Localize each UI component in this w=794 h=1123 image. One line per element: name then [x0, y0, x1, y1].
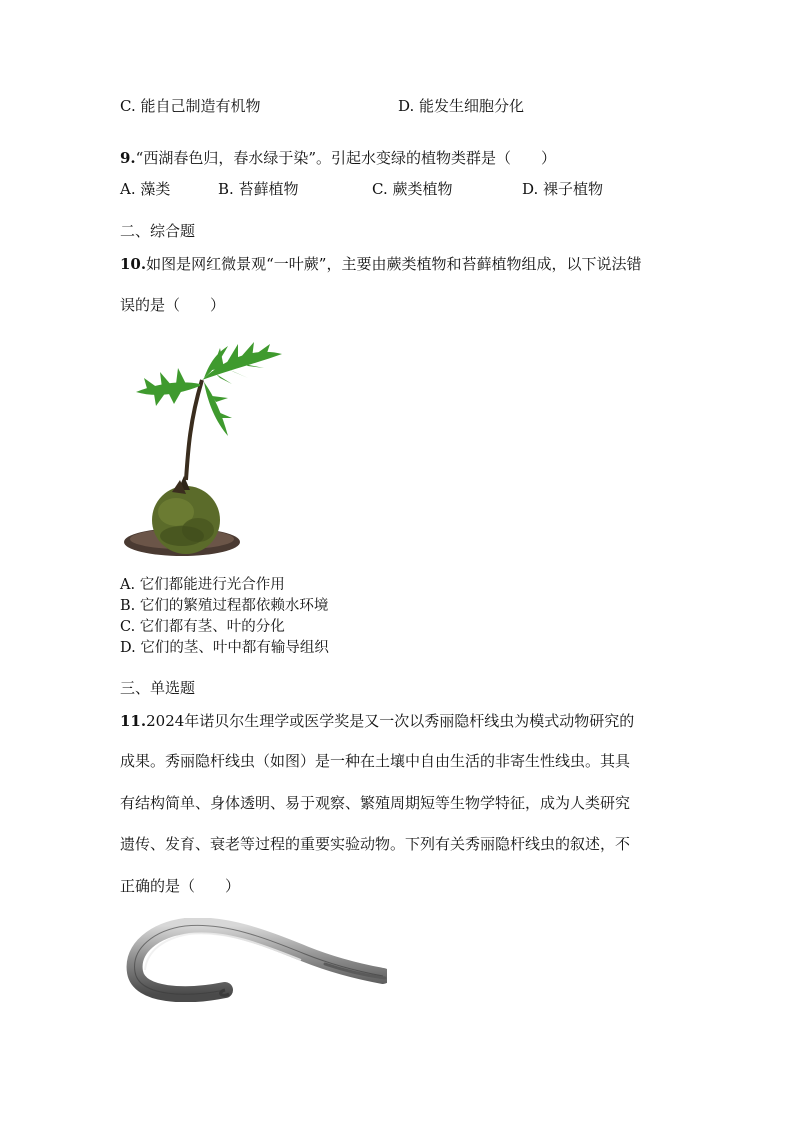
q9-number: 9.: [120, 149, 136, 167]
q10-number: 10.: [120, 255, 147, 273]
q9-option-b: B. 苔藓植物: [218, 180, 299, 198]
nematode-body: [135, 925, 383, 994]
fern-fronds: [136, 342, 282, 436]
q10-stem-line-2: 误的是（ ）: [120, 296, 226, 314]
q9-option-d: D. 裸子植物: [522, 180, 604, 198]
q10-option-c: C. 它们都有茎、叶的分化: [120, 619, 285, 635]
q11-stem-1: 2024年诺贝尔生理学或医学奖是又一次以秀丽隐杆线虫为模式动物研究的: [146, 712, 635, 730]
q10-stem-1: 如图是网红微景观“一叶蕨”，主要由蕨类植物和苔藓植物组成，以下说法错: [146, 255, 642, 273]
q11-stem-line-2: 成果。秀丽隐杆线虫（如图）是一种在土壤中自由生活的非寄生性线虫。其具: [120, 752, 631, 770]
q11-stem-line-1: [120, 711, 634, 731]
q10-stem-line-1: [120, 254, 641, 274]
nematode-image: [125, 918, 387, 1002]
q10-option-d: D. 它们的茎、叶中都有输导组织: [120, 640, 329, 656]
q9-stem: “西湖春色归，春水绿于染”。引起水变绿的植物类群是（ ）: [135, 149, 557, 167]
q11-stem-line-5: 正确的是（ ）: [120, 877, 241, 895]
q10-option-b: B. 它们的繁殖过程都依赖水环境: [120, 598, 329, 614]
q11-stem-line-3: 有结构简单、身体透明、易于观察、繁殖周期短等生物学特征，成为人类研究: [120, 794, 631, 812]
q11-stem-line-4: 遗传、发育、衰老等过程的重要实验动物。下列有关秀丽隐杆线虫的叙述，不: [120, 835, 631, 853]
q9-stem-line: [120, 148, 556, 168]
section2-title: 二、综合题: [120, 222, 196, 240]
q8-option-d: D. 能发生细胞分化: [398, 97, 525, 115]
section3-title: 三、单选题: [120, 679, 196, 697]
q10-option-a: A. 它们都能进行光合作用: [120, 577, 285, 593]
fern-kokedama-image: [120, 340, 300, 565]
q9-option-a: A. 藻类: [120, 180, 171, 198]
q8-option-c: C. 能自己制造有机物: [120, 97, 261, 115]
q11-number: 11.: [120, 712, 147, 730]
q9-option-c: C. 蕨类植物: [372, 180, 453, 198]
